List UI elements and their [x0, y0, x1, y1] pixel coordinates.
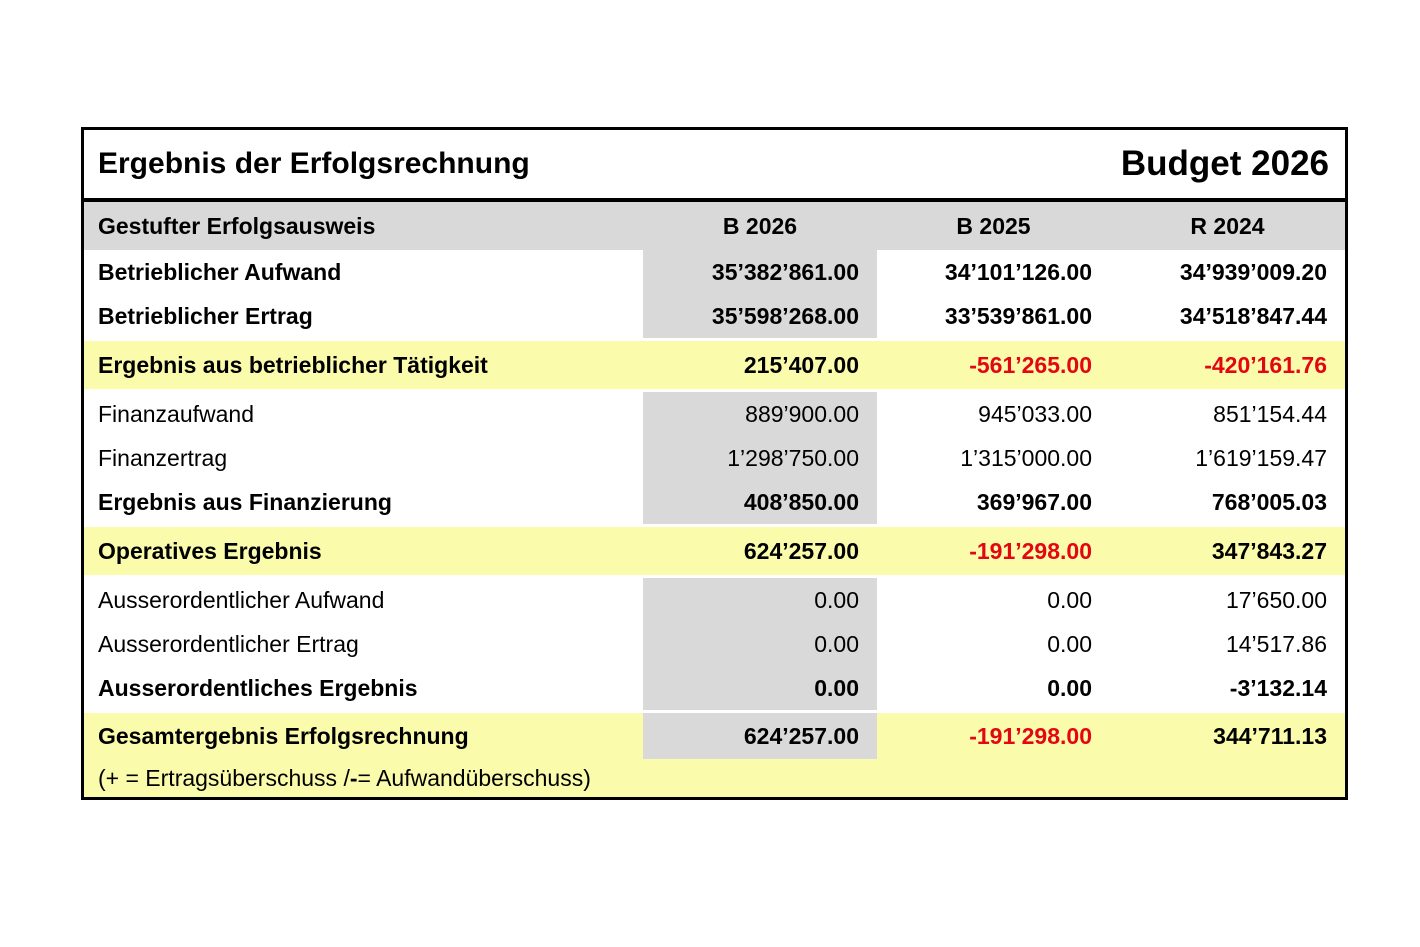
value-b2025: 0.00	[1047, 586, 1092, 613]
row-label: Ausserordentlicher Ertrag	[98, 630, 359, 657]
value-b2026: 35’382’861.00	[643, 250, 877, 294]
value-b2026: 0.00	[643, 666, 877, 710]
row-label: Finanzertrag	[98, 444, 228, 471]
row-label: Finanzaufwand	[98, 400, 254, 427]
value-b2026: 624’257.00	[743, 537, 859, 564]
value-b2025: -561’265.00	[969, 351, 1092, 378]
value-b2025: 945’033.00	[978, 400, 1092, 427]
row-label: Ergebnis aus betrieblicher Tätigkeit	[98, 351, 488, 378]
total-row	[84, 713, 1345, 759]
value-b2026: 35’598’268.00	[643, 294, 877, 338]
column-header-b2025: B 2025	[956, 212, 1031, 239]
column-header-b2026: B 2026	[722, 212, 798, 239]
total-block	[84, 713, 1345, 797]
value-b2025: 0.00	[1047, 630, 1092, 657]
value-r2024: 347’843.27	[1211, 537, 1327, 564]
income-statement-table	[81, 127, 1348, 800]
table-body	[84, 250, 1345, 797]
table-row	[84, 392, 1345, 436]
table-row	[84, 622, 1345, 666]
value-r2024: 17’650.00	[1225, 586, 1327, 613]
row-label: Ergebnis aus Finanzierung	[98, 488, 392, 515]
table-row	[84, 527, 1345, 575]
value-b2025: 33’539’861.00	[944, 302, 1092, 329]
table-row	[84, 341, 1345, 389]
value-b2026: 0.00	[643, 578, 877, 622]
title-row	[84, 130, 1345, 198]
row-label: Gesamtergebnis Erfolgsrechnung	[98, 722, 469, 749]
value-r2024: 34’518’847.44	[1179, 302, 1327, 329]
row-label: Ausserordentlicher Aufwand	[98, 586, 385, 613]
value-b2026: 889’900.00	[643, 392, 877, 436]
page-title: Ergebnis der Erfolgsrechnung	[98, 147, 530, 180]
row-label: Betrieblicher Aufwand	[98, 258, 342, 285]
value-r2024: -420’161.76	[1204, 351, 1327, 378]
value-b2026: 0.00	[643, 622, 877, 666]
table-row	[84, 250, 1345, 294]
value-r2024: 344’711.13	[1213, 722, 1327, 749]
value-b2026: 215’407.00	[743, 351, 859, 378]
value-r2024: -3’132.14	[1229, 674, 1327, 701]
value-b2025: 369’967.00	[976, 488, 1092, 515]
table-header-row	[84, 202, 1345, 250]
table-row	[84, 294, 1345, 338]
row-label: Betrieblicher Ertrag	[98, 302, 313, 329]
value-b2025: 34’101’126.00	[944, 258, 1092, 285]
table-row	[84, 480, 1345, 524]
row-label: Operatives Ergebnis	[98, 537, 322, 564]
value-r2024: 851’154.44	[1213, 400, 1327, 427]
value-b2025: 0.00	[1047, 674, 1092, 701]
value-b2025: -191’298.00	[969, 722, 1092, 749]
column-header-label: Gestufter Erfolgsausweis	[98, 212, 376, 239]
value-b2025: -191’298.00	[969, 537, 1092, 564]
budget-year-label: Budget 2026	[1120, 144, 1329, 183]
table-row	[84, 436, 1345, 480]
column-header-r2024: R 2024	[1190, 212, 1265, 239]
value-r2024: 768’005.03	[1211, 488, 1327, 515]
value-b2025: 1’315’000.00	[960, 444, 1092, 471]
footnote: (+ = Ertragsüberschuss / - = Aufwandüberschuss)	[98, 764, 591, 791]
table-row	[84, 578, 1345, 622]
value-r2024: 14’517.86	[1225, 630, 1327, 657]
value-r2024: 34’939’009.20	[1179, 258, 1327, 285]
table-row	[84, 666, 1345, 710]
value-b2026: 408’850.00	[643, 480, 877, 524]
value-b2026: 1’298’750.00	[643, 436, 877, 480]
value-r2024: 1’619’159.47	[1195, 444, 1327, 471]
value-b2026: 624’257.00	[643, 713, 877, 759]
row-label: Ausserordentliches Ergebnis	[98, 674, 418, 701]
